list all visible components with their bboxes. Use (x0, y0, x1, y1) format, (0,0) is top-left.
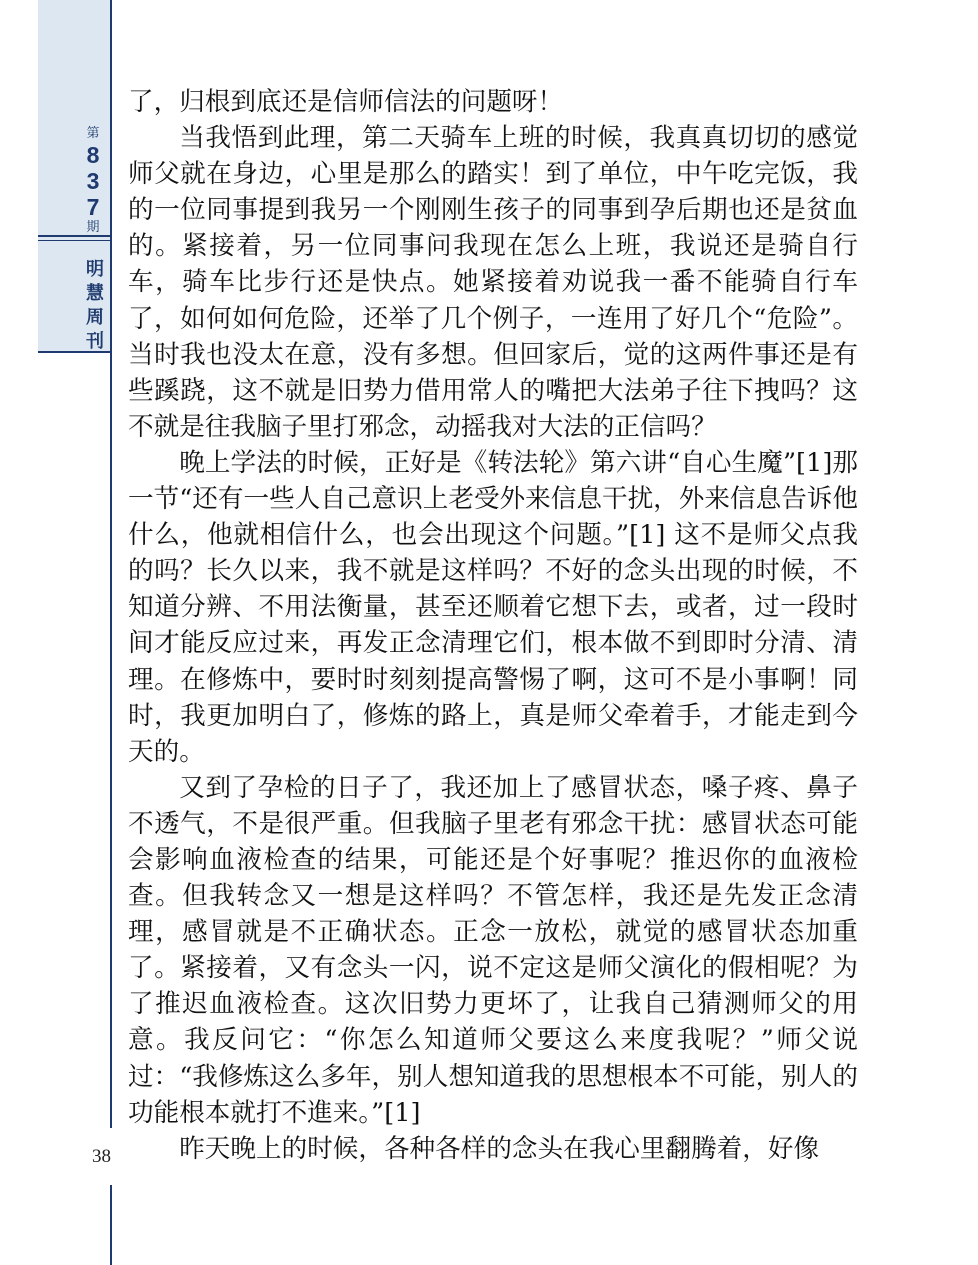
magazine-title-char: 刊 (86, 331, 104, 352)
issue-suffix: 期 (86, 220, 100, 235)
sidebar-divider-thin (38, 240, 110, 241)
paragraph: 又到了孕检的日子了，我还加上了感冒状态，嗓子疼、鼻子不透气，不是很严重。但我脑子里老有邪念干扰：感冒状态可能会影响血液检查的结果，可能还是个好事呢？推迟你的血液检查。但我转念又一想是这样吗？不管怎样，我还是先发正念清理，感冒就是不正确状态。正念一放松，就觉的感冒状态加重了。紧接着，又有念头一闪，说不定这是师父演化的假相呢？为了推迟血液检查。这次旧势力更坏了，让我自己猜测师父的用意。我反问它：“你怎么知道师父要这么来度我呢？”师父说过：“我修炼这么多年，别人想知道我的思想根本不可能，别人的功能根本就打不進来。”[1] (128, 772, 858, 1128)
issue-digit: 3 (86, 168, 100, 194)
page-number: 38 (92, 1146, 111, 1167)
paragraph: 当我悟到此理，第二天骑车上班的时候，我真真切切的感觉师父就在身边，心里是那么的踏实！到了单位，中午吃完饭，我的一位同事提到我另一个刚刚生孩子的同事到孕后期也还是贫血的。紧接着，另一位同事问我现在怎么上班，我说还是骑自行车，骑车比步行还是快点。她紧接着劝说我一番不能骑自行车了，如何如何危险，还举了几个例子，一连用了好几个“危险”。当时我也没太在意，没有多想。但回家后，觉的这两件事还是有些蹊跷，这不就是旧势力借用常人的嘴把大法弟子往下拽吗？这不就是往我脑子里打邪念，动摇我对大法的正信吗？ (128, 123, 858, 442)
magazine-title-char: 慧 (86, 283, 104, 304)
magazine-title-char: 明 (86, 259, 104, 280)
paragraph: 昨天晚上的时候，各种各样的念头在我心里翻腾着，好像 (179, 1133, 820, 1164)
issue-prefix: 第 (86, 126, 100, 141)
issue-number (72, 126, 114, 236)
magazine-title (78, 258, 112, 354)
paragraph: 了，归根到底还是信师信法的问题呀！ (128, 87, 564, 117)
article-body (128, 84, 858, 1167)
paragraph: 晚上学法的时候，正好是《转法轮》第六讲“自心生魔”[1]那一节“还有一些人自己意识上老受外来信息干扰，外来信息告诉他什么，他就相信什么，也会出现这个问题。”[1] 这不是师父点我的吗？长久以来，我不就是这样吗？不好的念头出现的时候，不知道分辨、不用法衡量，甚至还顺着它想下去，或者，过一段时间才能反应过来，再发正念清理它们，根本做不到即时分清、清理。在修炼中，要时时刻刻提高警惕了啊，这可不是小事啊！同时，我更加明白了，修炼的路上，真是师父牵着手，才能走到今天的。 (128, 447, 858, 767)
issue-digit: 8 (86, 142, 100, 168)
margin-rule-bottom (110, 1185, 112, 1265)
magazine-title-char: 周 (86, 307, 104, 328)
issue-digit: 7 (86, 194, 100, 220)
